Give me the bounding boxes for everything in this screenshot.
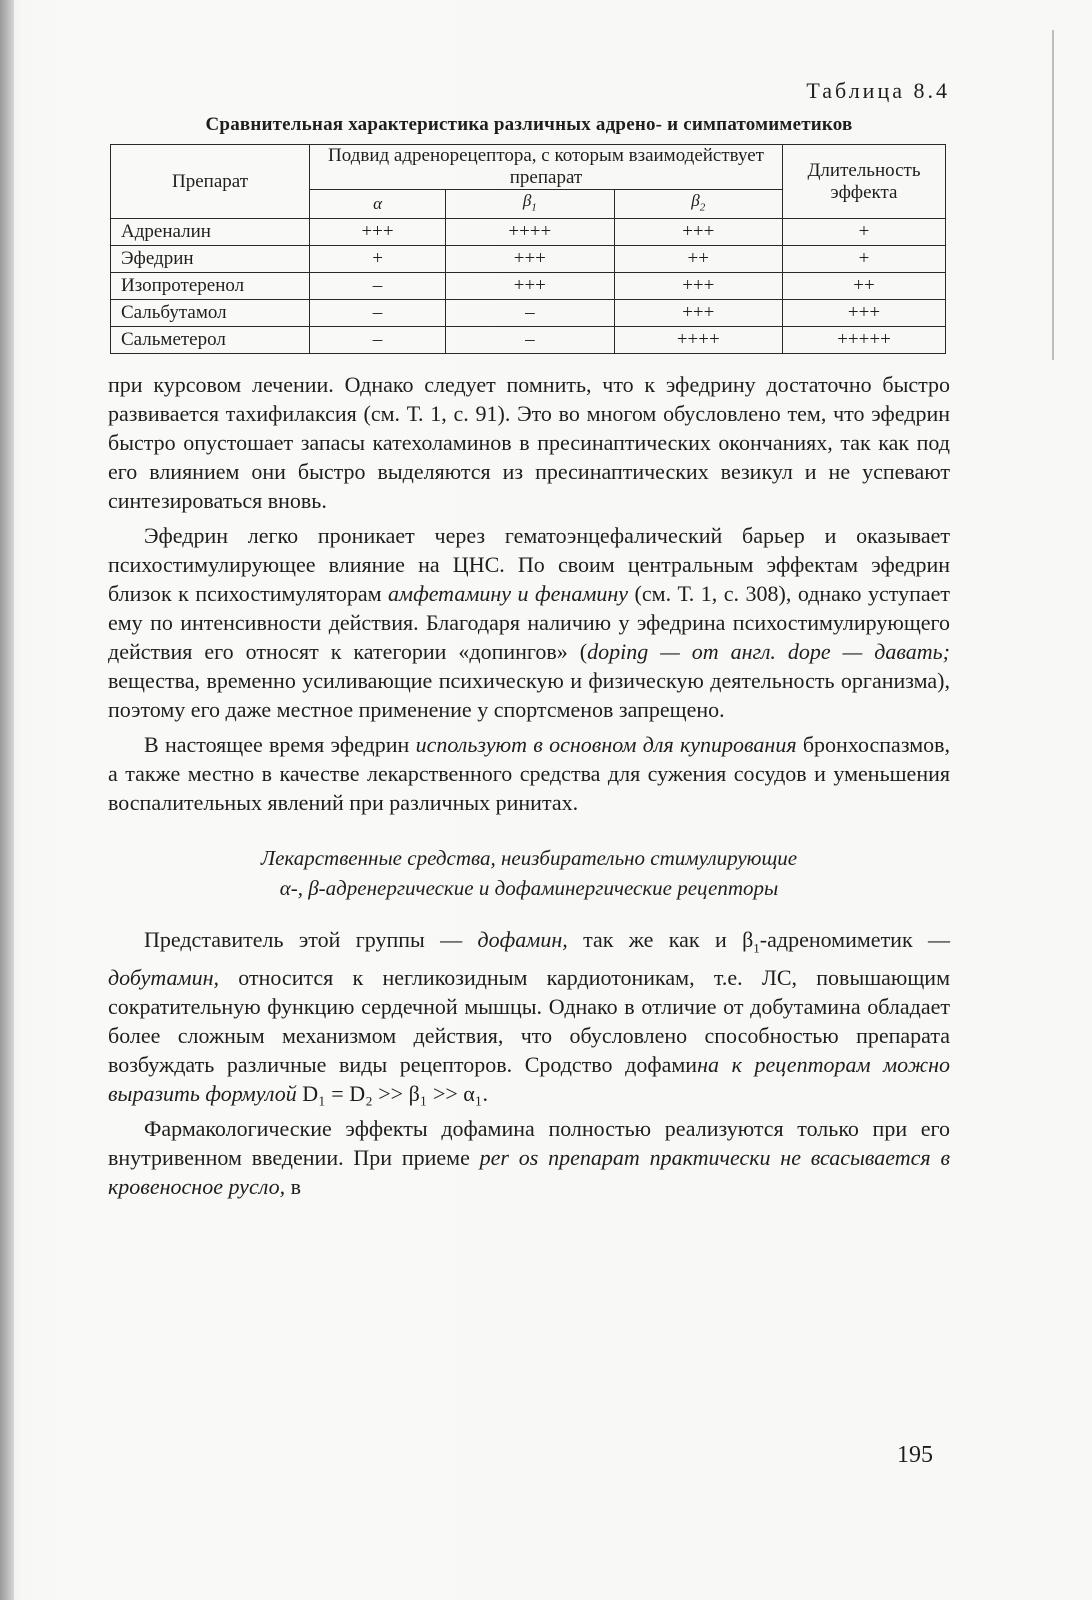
page-number: 195 xyxy=(897,1442,933,1468)
duration-value: + xyxy=(783,219,946,246)
beta1-value: ++++ xyxy=(446,219,614,246)
alpha-value: – xyxy=(310,327,446,354)
header-alpha: α xyxy=(310,190,446,219)
drug-name: Адреналин xyxy=(111,219,310,246)
beta2-value: ++++ xyxy=(614,327,782,354)
duration-value: + xyxy=(783,246,946,273)
beta2-value: +++ xyxy=(614,300,782,327)
drug-name: Изопротеренол xyxy=(111,273,310,300)
header-duration: Длительность эффекта xyxy=(783,145,946,219)
beta1-value: +++ xyxy=(446,273,614,300)
book-spine-shadow xyxy=(0,0,14,1600)
alpha-value: – xyxy=(310,273,446,300)
table-row xyxy=(111,300,946,327)
duration-value: ++ xyxy=(783,273,946,300)
page-content xyxy=(108,78,950,1207)
header-drug: Препарат xyxy=(111,145,310,219)
table-row xyxy=(111,273,946,300)
table-row xyxy=(111,219,946,246)
table-label: Таблица 8.4 xyxy=(806,78,950,103)
drug-name: Сальбутамол xyxy=(111,300,310,327)
alpha-value: +++ xyxy=(310,219,446,246)
page-edge-line xyxy=(1052,30,1054,360)
alpha-value: – xyxy=(310,300,446,327)
paragraph: Эфедрин легко проникает через гематоэнцефалический барьер и оказывает психостимулирующее влияние на ЦНС. По своим центральным эффектам эфедрин близок к психостимуляторам амфетамину и фенамину (см. Т. 1, с. 308), однако уступает ему по интенсивности действия. Благодаря наличию у эфедрина психостимулирующего действия его относят к категории «допингов» (doping — от англ. dope — давать; вещества, временно усиливающие психическую и физическую деятельность организма), поэтому его даже местное применение у спортсменов запрещено. xyxy=(108,523,951,723)
paragraph: при курсовом лечении. Однако следует помнить, что к эфедрину достаточно быстро развивается тахифилаксия (см. Т. 1, с. 91). Это во многом обусловлено тем, что эфедрин быстро опустошает запасы катехоламинов в пресинаптических окончаниях, так как под его влиянием они быстро выделяются из пресинаптических везикул и не успевают синтезироваться вновь. xyxy=(108,372,950,514)
duration-value: +++++ xyxy=(783,327,946,354)
duration-value: +++ xyxy=(783,300,946,327)
drug-name: Эфедрин xyxy=(111,246,310,273)
section-heading: Лекарственные средства, неизбирательно стимулирующие α-, β-адренергические и дофаминергические рецепторы xyxy=(260,846,798,901)
paragraph: В настоящее время эфедрин используют в основном для купирования бронхоспазмов, а также местно в качестве лекарственного средства для сужения сосудов и уменьшения воспалительных явлений при различных ринитах. xyxy=(108,732,951,816)
header-beta2: $\beta_2$ xyxy=(614,190,782,219)
header-receptor-group: Подвид адренорецептора, с которым взаимодействует препарат xyxy=(310,145,783,190)
table-row xyxy=(111,246,946,273)
beta1-value: – xyxy=(446,300,614,327)
beta1-value: – xyxy=(446,327,614,354)
beta2-value: ++ xyxy=(614,246,782,273)
beta1-value: +++ xyxy=(446,246,614,273)
header-beta1: $\beta_1$ xyxy=(446,190,614,219)
table-title: Сравнительная характеристика различных адрено- и симпатомиметиков xyxy=(205,114,853,135)
table-row xyxy=(111,327,946,354)
body-text xyxy=(108,370,950,1200)
paragraph: Фармакологические эффекты дофамина полностью реализуются только при его внутривенном введении. При приеме per os препарат практически не всасывается в кровеносное русло, в xyxy=(108,1115,951,1199)
paragraph: Представитель этой группы — дофамин, так же как и $\beta_1$-адреномиметик — добутамин, относится к негликозидным кардиотоникам, т.е. ЛС, повышающим сократительную функцию сердечной мышцы. Однако в отличие от добутамина обладает более сложным механизмом действия, что обусловлено способностью препарата возбуждать различные виды рецепторов. Сродство дофамина к рецепторам можно выразить формулой D₁ = D₂ >> β₁ >> α₁. xyxy=(108,927,950,1106)
alpha-value: + xyxy=(310,246,446,273)
adrenomimetics-table xyxy=(110,144,946,354)
beta2-value: +++ xyxy=(614,273,782,300)
beta2-value: +++ xyxy=(614,219,782,246)
drug-name: Сальметерол xyxy=(111,327,310,354)
